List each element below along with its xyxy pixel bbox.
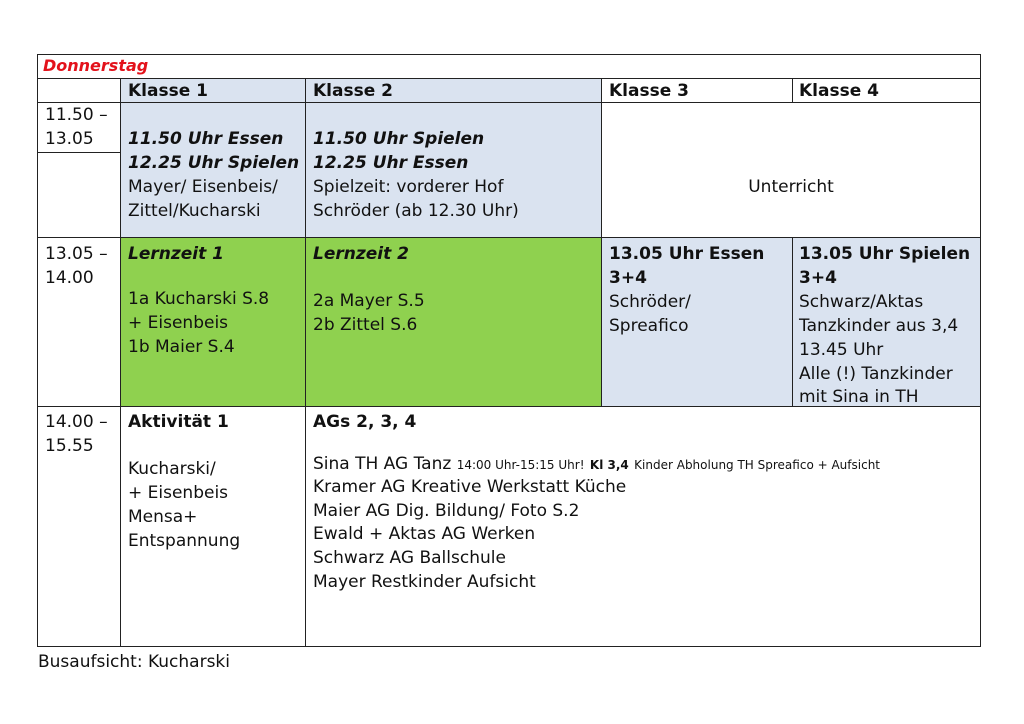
time-divider bbox=[37, 152, 121, 153]
row3-k1-line1: Aktivität 1 bbox=[128, 412, 229, 432]
row2-k3-line3: Schröder/ bbox=[609, 292, 691, 312]
row1-k2-line1: 11.50 Uhr Spielen bbox=[313, 129, 485, 149]
day-title: Donnerstag bbox=[43, 56, 149, 75]
ag-line-1: Kramer AG Kreative Werkstatt Küche bbox=[313, 477, 627, 497]
ag-line-5: Mayer Restkinder Aufsicht bbox=[313, 572, 536, 592]
row2-k4-line6: Alle (!) Tanzkinder bbox=[799, 364, 953, 384]
time-2-start: 13.05 – bbox=[45, 244, 108, 264]
header-label-1: Klasse 1 bbox=[128, 81, 208, 101]
row2-k1-line3: + Eisenbeis bbox=[128, 313, 229, 333]
row1-k2-line4: Schröder (ab 12.30 Uhr) bbox=[313, 201, 519, 221]
header-label-2: Klasse 2 bbox=[313, 81, 393, 101]
sina-ag-time: 14:00 Uhr-15:15 Uhr! bbox=[456, 458, 585, 472]
ag-line-4: Schwarz AG Ballschule bbox=[313, 548, 506, 568]
row3-k1-line3: + Eisenbeis bbox=[128, 483, 229, 503]
row1-k1-line1: 11.50 Uhr Essen bbox=[128, 129, 284, 149]
row2-k4-line3: Schwarz/Aktas bbox=[799, 292, 924, 312]
row2-k3-line4: Spreafico bbox=[609, 316, 689, 336]
sina-ag-name: Sina TH AG Tanz bbox=[313, 454, 452, 474]
row2-k4-line5: 13.45 Uhr bbox=[799, 340, 884, 360]
row1-k1-line4: Zittel/Kucharski bbox=[128, 201, 261, 221]
sina-ag-class: Kl 3,4 bbox=[589, 458, 629, 472]
row1-klasse-3-4 bbox=[601, 102, 981, 238]
row2-k3-line1: 13.05 Uhr Essen bbox=[609, 244, 765, 264]
row2-k4-line4: Tanzkinder aus 3,4 bbox=[799, 316, 959, 336]
header-label-4: Klasse 4 bbox=[799, 81, 879, 101]
header-label-3: Klasse 3 bbox=[609, 81, 689, 101]
ag-line-2: Maier AG Dig. Bildung/ Foto S.2 bbox=[313, 501, 580, 521]
time-3-start: 14.00 – bbox=[45, 412, 108, 432]
title-row bbox=[37, 54, 981, 79]
row2-k4-line2: 3+4 bbox=[799, 268, 837, 288]
row2-k4-line7: mit Sina in TH bbox=[799, 387, 919, 406]
row1-k2-line2: 12.25 Uhr Essen bbox=[313, 153, 469, 173]
row1-k1-line3: Mayer/ Eisenbeis/ bbox=[128, 177, 278, 197]
row2-k4-line1: 13.05 Uhr Spielen bbox=[799, 244, 971, 264]
row3-k1-line5: Entspannung bbox=[128, 531, 241, 551]
row2-k1-line2: 1a Kucharski S.8 bbox=[128, 289, 270, 309]
time-1-end: 13.05 bbox=[45, 129, 94, 149]
row2-k1-line4: 1b Maier S.4 bbox=[128, 337, 235, 357]
row1-k1-line2: 12.25 Uhr Spielen bbox=[128, 153, 300, 173]
row2-k3-line2: 3+4 bbox=[609, 268, 647, 288]
row2-k2-line2: 2a Mayer S.5 bbox=[313, 291, 425, 311]
row1-k2-line3: Spielzeit: vorderer Hof bbox=[313, 177, 504, 197]
row2-k2-line1: Lernzeit 2 bbox=[313, 244, 409, 264]
footer-busaufsicht: Busaufsicht: Kucharski bbox=[38, 652, 230, 672]
row3-k1-line2: Kucharski/ bbox=[128, 459, 216, 479]
time-2-end: 14.00 bbox=[45, 268, 94, 288]
sina-ag-note: Kinder Abholung TH Spreafico + Aufsicht bbox=[634, 458, 881, 472]
time-1-start: 11.50 – bbox=[45, 105, 108, 125]
row3-k1-line4: Mensa+ bbox=[128, 507, 198, 527]
ag-line-3: Ewald + Aktas AG Werken bbox=[313, 524, 536, 544]
row1-k34-text: Unterricht bbox=[748, 177, 834, 197]
row2-k2-line3: 2b Zittel S.6 bbox=[313, 315, 418, 335]
row2-k1-line1: Lernzeit 1 bbox=[128, 244, 224, 264]
time-3-end: 15.55 bbox=[45, 436, 94, 456]
header-time-blank bbox=[37, 78, 121, 103]
row3-sina-line bbox=[313, 452, 880, 477]
row3-ags-title: AGs 2, 3, 4 bbox=[313, 412, 417, 432]
